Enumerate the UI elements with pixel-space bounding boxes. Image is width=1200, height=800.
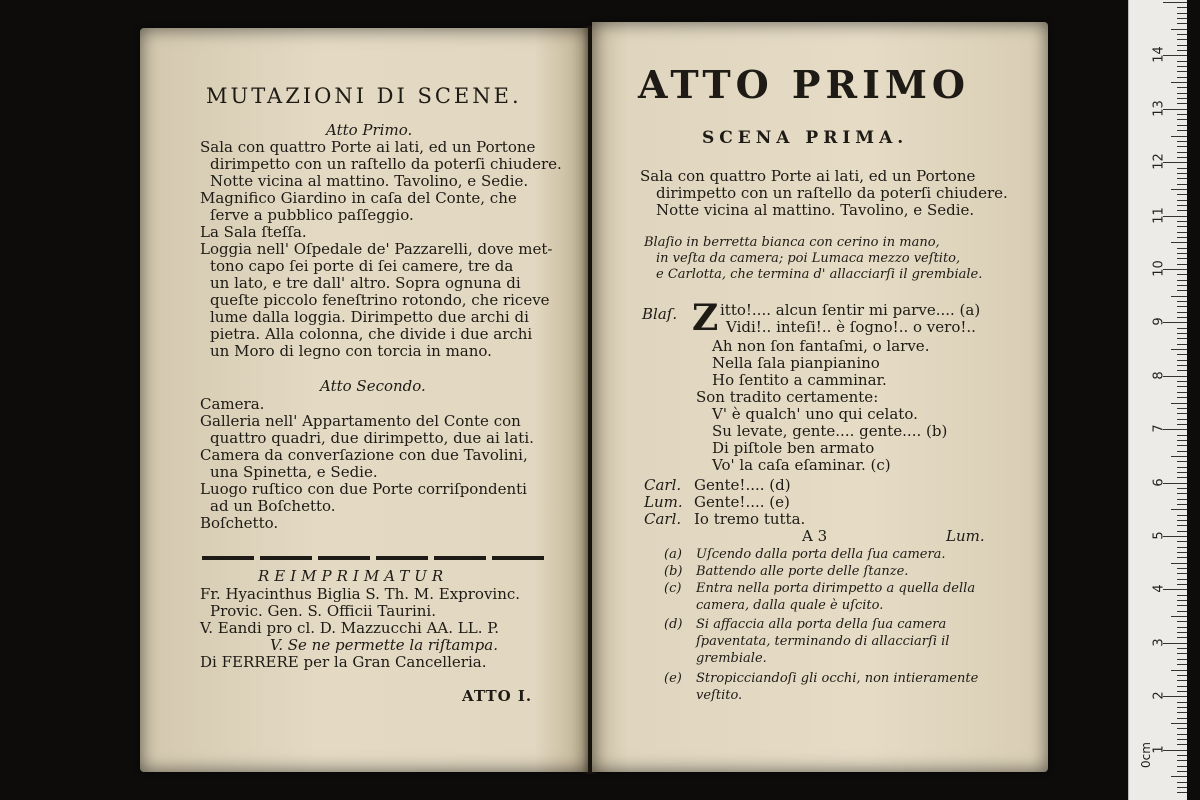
ruler-tick xyxy=(1177,712,1187,713)
permission-line: V. Se ne permette la riſtampa. xyxy=(270,636,498,654)
ruler-tick xyxy=(1163,162,1187,163)
ruler-tick xyxy=(1177,354,1187,355)
ruler-tick xyxy=(1177,87,1187,88)
setting-line: Notte vicina al mattino. Tavolino, e Sedie. xyxy=(656,201,975,219)
act1-line: dirimpetto con un raſtello da poterſi chiudere. xyxy=(210,155,562,173)
act1-line: Notte vicina al mattino. Tavolino, e Sedie. xyxy=(210,172,529,190)
speaker: Carl. xyxy=(644,476,682,494)
ruler-tick xyxy=(1177,573,1187,574)
ruler-tick xyxy=(1177,333,1187,334)
measuring-ruler xyxy=(1128,0,1187,800)
ruler-tick xyxy=(1177,50,1187,51)
ruler-tick xyxy=(1177,290,1187,291)
setting-line: dirimpetto con un raſtello da poterſi chiudere. xyxy=(656,184,1008,202)
ruler-tick xyxy=(1177,232,1187,233)
setting-line: Sala con quattro Porte ai lati, ed un Portone xyxy=(640,167,976,185)
ruler-tick xyxy=(1177,621,1187,622)
ruler-tick xyxy=(1177,653,1187,654)
ruler-tick xyxy=(1163,643,1187,644)
signature-mark: A 3 xyxy=(802,527,828,545)
dialogue-line: Nella ſala pianpianino xyxy=(712,354,880,372)
ruler-tick xyxy=(1177,632,1187,633)
act2-line: una Spinetta, e Sedie. xyxy=(210,463,378,481)
ruler-tick xyxy=(1177,531,1187,532)
footnote-line: Battendo alle porte delle ſtanze. xyxy=(696,564,909,579)
ruler-tick xyxy=(1177,306,1187,307)
ruler-tick xyxy=(1177,205,1187,206)
ruler-tick xyxy=(1163,589,1187,590)
ruler-tick xyxy=(1177,611,1187,612)
ruler-tick xyxy=(1177,152,1187,153)
ruler-tick xyxy=(1177,93,1187,94)
ruler-tick xyxy=(1177,7,1187,8)
ruler-tick xyxy=(1177,771,1187,772)
ruler-tick xyxy=(1177,760,1187,761)
ruler-tick xyxy=(1177,541,1187,542)
ruler-tick xyxy=(1177,419,1187,420)
ruler-label: 3 xyxy=(1151,638,1167,647)
footnote-line: Entra nella porta dirimpetto a quella della xyxy=(696,581,976,596)
ruler-tick xyxy=(1177,13,1187,14)
ruler-tick xyxy=(1177,525,1187,526)
ruler-tick xyxy=(1177,686,1187,687)
imprimatur-line: Provic. Gen. S. Officii Taurini. xyxy=(210,602,436,620)
exchange-line: Io tremo tutta. xyxy=(694,510,806,528)
ruler-tick xyxy=(1177,301,1187,302)
ruler-tick xyxy=(1177,77,1187,78)
ruler-tick xyxy=(1177,435,1187,436)
ruler-tick xyxy=(1177,792,1187,793)
ruler-tick xyxy=(1177,766,1187,767)
ruler-tick xyxy=(1177,547,1187,548)
ruler-tick xyxy=(1177,45,1187,46)
ruler-tick xyxy=(1177,119,1187,120)
imprimatur-line: Fr. Hyacinthus Biglia S. Th. M. Exprovinc. xyxy=(200,585,521,603)
ruler-tick xyxy=(1177,515,1187,516)
ruler-tick xyxy=(1177,579,1187,580)
ruler-tick xyxy=(1177,130,1187,131)
ruler-tick xyxy=(1177,637,1187,638)
ruler-tick xyxy=(1171,616,1187,617)
ruler-tick xyxy=(1177,141,1187,142)
ruler-tick xyxy=(1163,536,1187,537)
ruler-tick xyxy=(1177,157,1187,158)
right-catchword: Lum. xyxy=(946,527,985,545)
ruler-tick xyxy=(1177,221,1187,222)
ruler-tick xyxy=(1177,408,1187,409)
ruler-label: 7 xyxy=(1151,424,1167,433)
drop-cap: Z xyxy=(692,297,719,339)
ruler-tick xyxy=(1177,445,1187,446)
ruler-tick xyxy=(1177,728,1187,729)
act1-line: lume dalla loggia. Dirimpetto due archi di xyxy=(210,308,529,326)
ruler-tick xyxy=(1163,2,1187,3)
ruler-tick xyxy=(1177,365,1187,366)
imprimatur-line: V. Eandi pro cl. D. Mazzucchi AA. LL. P. xyxy=(200,619,500,637)
footnote-line: veſtito. xyxy=(696,688,743,703)
footnote-mark: (d) xyxy=(664,617,683,632)
exchange-line: Gente!.... (e) xyxy=(694,493,790,511)
act2-line: Galleria nell' Appartamento del Conte con xyxy=(200,412,521,430)
ruler-tick xyxy=(1163,109,1187,110)
ruler-tick xyxy=(1177,210,1187,211)
ruler-tick xyxy=(1163,216,1187,217)
ruler-tick xyxy=(1171,82,1187,83)
act1-line: ſerve a pubblico paſſeggio. xyxy=(210,206,414,224)
ruler-tick xyxy=(1171,189,1187,190)
ruler-tick xyxy=(1177,440,1187,441)
dialogue-line: Ah non ſon fantaſmi, o larve. xyxy=(712,337,930,355)
ruler-tick xyxy=(1163,696,1187,697)
ruler-tick xyxy=(1177,755,1187,756)
ruler-tick xyxy=(1177,226,1187,227)
act1-line: tono capo ſei porte di ſei camere, tre da xyxy=(210,257,514,275)
ruler-tick xyxy=(1177,253,1187,254)
ruler-label: 2 xyxy=(1151,691,1167,700)
footnote-line: Uſcendo dalla porta della ſua camera. xyxy=(696,547,946,562)
right-page xyxy=(592,22,1048,772)
ruler-tick xyxy=(1163,55,1187,56)
ruler-tick xyxy=(1177,392,1187,393)
ruler-tick xyxy=(1177,451,1187,452)
ruler-tick xyxy=(1163,269,1187,270)
act1-line: La Sala ſteſſa. xyxy=(200,223,307,241)
act1-line: queſte piccolo feneſtrino rotondo, che riceve xyxy=(210,291,550,309)
ruler-tick xyxy=(1171,509,1187,510)
footnote-mark: (b) xyxy=(664,564,683,579)
ruler-tick xyxy=(1163,376,1187,377)
stage-direction-line: in veſta da camera; poi Lumaca mezzo veſtito, xyxy=(656,251,961,266)
ruler-tick xyxy=(1177,328,1187,329)
ruler-tick xyxy=(1177,600,1187,601)
ruler-label: 5 xyxy=(1151,531,1167,540)
ferrere-line: Di FERRERE per la Gran Cancelleria. xyxy=(200,653,487,671)
act1-line: un Moro di legno con torcia in mano. xyxy=(210,342,492,360)
ruler-tick xyxy=(1177,248,1187,249)
footnote-line: ſpaventata, terminando di allacciarſi il xyxy=(696,634,950,649)
ruler-tick xyxy=(1163,750,1187,751)
left-page-heading: MUTAZIONI DI SCENE. xyxy=(206,84,522,108)
dialogue-line: V' è qualch' uno qui celato. xyxy=(712,405,918,423)
ruler-tick xyxy=(1177,71,1187,72)
ruler-tick xyxy=(1171,349,1187,350)
ruler-tick xyxy=(1177,675,1187,676)
act1-title: Atto Primo. xyxy=(326,121,413,139)
ruler-tick xyxy=(1177,178,1187,179)
ruler-label: 14 xyxy=(1151,46,1167,64)
ruler-tick xyxy=(1177,648,1187,649)
stage-direction-line: Blaſio in berretta bianca con cerino in mano, xyxy=(644,235,940,250)
dashed-rule xyxy=(202,556,550,560)
left-page xyxy=(140,28,588,772)
ruler-tick xyxy=(1177,499,1187,500)
ruler-tick xyxy=(1177,691,1187,692)
ruler-tick xyxy=(1177,317,1187,318)
act2-line: Luogo ruſtico con due Porte corriſpondenti xyxy=(200,480,527,498)
ruler-tick xyxy=(1177,125,1187,126)
exchange-line: Gente!.... (d) xyxy=(694,476,791,494)
ruler-tick xyxy=(1177,659,1187,660)
ruler-tick xyxy=(1177,552,1187,553)
ruler-tick xyxy=(1177,739,1187,740)
ruler-tick xyxy=(1177,264,1187,265)
ruler-tick xyxy=(1177,627,1187,628)
act1-line: Sala con quattro Porte ai lati, ed un Portone xyxy=(200,138,536,156)
ruler-tick xyxy=(1177,39,1187,40)
ruler-tick xyxy=(1177,184,1187,185)
act2-line: Camera. xyxy=(200,395,265,413)
footnote-line: grembiale. xyxy=(696,651,767,666)
ruler-label: 6 xyxy=(1151,477,1167,487)
footnote-line: camera, dalla quale è uſcito. xyxy=(696,598,884,613)
stage-direction-line: e Carlotta, che termina d' allacciarſi il grembiale. xyxy=(656,267,983,282)
footnote-mark: (c) xyxy=(664,581,682,596)
ruler-tick xyxy=(1171,776,1187,777)
ruler-tick xyxy=(1177,168,1187,169)
ruler-tick xyxy=(1177,338,1187,339)
act2-line: Boſchetto. xyxy=(200,514,279,532)
footnote-mark: (a) xyxy=(664,547,682,562)
act1-line: Loggia nell' Oſpedale de' Pazzarelli, dove met- xyxy=(200,240,553,258)
ruler-tick xyxy=(1177,285,1187,286)
footnote-mark: (e) xyxy=(664,671,682,686)
ruler-tick xyxy=(1177,744,1187,745)
ruler-tick xyxy=(1177,605,1187,606)
footnote-line: Si affaccia alla porta della ſua camera xyxy=(696,617,947,632)
ruler-tick xyxy=(1171,670,1187,671)
ruler-tick xyxy=(1177,467,1187,468)
ruler-tick xyxy=(1177,520,1187,521)
dialogue-line: Son tradito certamente: xyxy=(696,388,879,406)
ruler-tick xyxy=(1177,237,1187,238)
ruler-tick xyxy=(1177,707,1187,708)
ruler-tick xyxy=(1177,103,1187,104)
act1-line: pietra. Alla colonna, che divide i due archi xyxy=(210,325,533,343)
ruler-tick xyxy=(1177,664,1187,665)
ruler-tick xyxy=(1177,23,1187,24)
ruler-tick xyxy=(1177,274,1187,275)
ruler-tick xyxy=(1177,488,1187,489)
ruler-tick xyxy=(1177,280,1187,281)
right-page-heading: ATTO PRIMO xyxy=(638,62,971,107)
act1-line: un lato, e tre dall' altro. Sopra ognuna di xyxy=(210,274,521,292)
ruler-tick xyxy=(1171,563,1187,564)
ruler-tick xyxy=(1177,258,1187,259)
dialogue-line: Su levate, gente.... gente.... (b) xyxy=(712,422,948,440)
ruler-label: 10 xyxy=(1151,260,1167,277)
reimprimatur-title: REIMPRIMATUR xyxy=(258,567,449,585)
ruler-tick xyxy=(1177,472,1187,473)
ruler-tick xyxy=(1177,146,1187,147)
ruler-tick xyxy=(1177,66,1187,67)
speaker: Lum. xyxy=(644,493,683,511)
ruler-tick xyxy=(1177,584,1187,585)
act1-line: Magnifico Giardino in caſa del Conte, che xyxy=(200,189,517,207)
ruler-tick xyxy=(1177,504,1187,505)
ruler-tick xyxy=(1177,493,1187,494)
ruler-tick xyxy=(1177,397,1187,398)
ruler-tick xyxy=(1177,595,1187,596)
ruler-unit: 0cm xyxy=(1138,742,1153,768)
left-catchword: ATTO I. xyxy=(462,687,533,705)
ruler-tick xyxy=(1171,296,1187,297)
ruler-label: 11 xyxy=(1151,206,1167,224)
ruler-tick xyxy=(1177,381,1187,382)
ruler-tick xyxy=(1177,557,1187,558)
ruler-label: 9 xyxy=(1151,317,1167,327)
ruler-tick xyxy=(1171,242,1187,243)
ruler-tick xyxy=(1177,18,1187,19)
ruler-tick xyxy=(1177,787,1187,788)
dialogue-line: Ho ſentito a camminar. xyxy=(712,371,887,389)
ruler-tick xyxy=(1177,734,1187,735)
ruler-tick xyxy=(1177,718,1187,719)
ruler-tick xyxy=(1177,344,1187,345)
act2-line: quattro quadri, due dirimpetto, due ai lati. xyxy=(210,429,534,447)
ruler-tick xyxy=(1177,680,1187,681)
ruler-tick xyxy=(1177,461,1187,462)
ruler-tick xyxy=(1177,782,1187,783)
ruler-tick xyxy=(1177,34,1187,35)
ruler-tick xyxy=(1177,194,1187,195)
dialogue-line: Di piſtole ben armato xyxy=(712,439,875,457)
ruler-tick xyxy=(1177,424,1187,425)
ruler-tick xyxy=(1177,98,1187,99)
ruler-tick xyxy=(1171,29,1187,30)
dialogue-line: itto!.... alcun ſentir mi parve.... (a) xyxy=(720,301,981,319)
speaker: Carl. xyxy=(644,510,682,528)
ruler-tick xyxy=(1177,61,1187,62)
ruler-label: 12 xyxy=(1151,153,1167,170)
footnote-line: Stropicciandoſi gli occhi, non intieramente xyxy=(696,671,979,686)
ruler-label: 13 xyxy=(1151,100,1167,117)
ruler-tick xyxy=(1171,723,1187,724)
ruler-tick xyxy=(1177,568,1187,569)
ruler-tick xyxy=(1177,173,1187,174)
scene-heading: SCENA PRIMA. xyxy=(702,128,909,148)
ruler-tick xyxy=(1171,136,1187,137)
ruler-label: 4 xyxy=(1151,584,1167,594)
ruler-tick xyxy=(1177,702,1187,703)
ruler-tick xyxy=(1163,483,1187,484)
ruler-tick xyxy=(1177,312,1187,313)
ruler-label: 8 xyxy=(1151,371,1167,380)
ruler-tick xyxy=(1177,200,1187,201)
dialogue-line: Vidi!.. inteſi!.. è ſogno!.. o vero!.. xyxy=(726,318,976,336)
dialogue-line: Vo' la caſa eſaminar. (c) xyxy=(712,456,891,474)
ruler-tick xyxy=(1177,413,1187,414)
ruler-tick xyxy=(1171,456,1187,457)
ruler-tick xyxy=(1163,429,1187,430)
act2-line: ad un Boſchetto. xyxy=(210,497,336,515)
ruler-tick xyxy=(1177,477,1187,478)
ruler-tick xyxy=(1163,322,1187,323)
act2-line: Camera da converſazione con due Tavolini, xyxy=(200,446,528,464)
speaker-blas: Blaſ. xyxy=(642,305,678,323)
ruler-label: 1 xyxy=(1151,744,1167,754)
ruler-tick xyxy=(1177,360,1187,361)
act2-title: Atto Secondo. xyxy=(320,377,426,395)
ruler-tick xyxy=(1177,114,1187,115)
ruler-tick xyxy=(1171,403,1187,404)
ruler-tick xyxy=(1177,386,1187,387)
ruler-tick xyxy=(1177,370,1187,371)
